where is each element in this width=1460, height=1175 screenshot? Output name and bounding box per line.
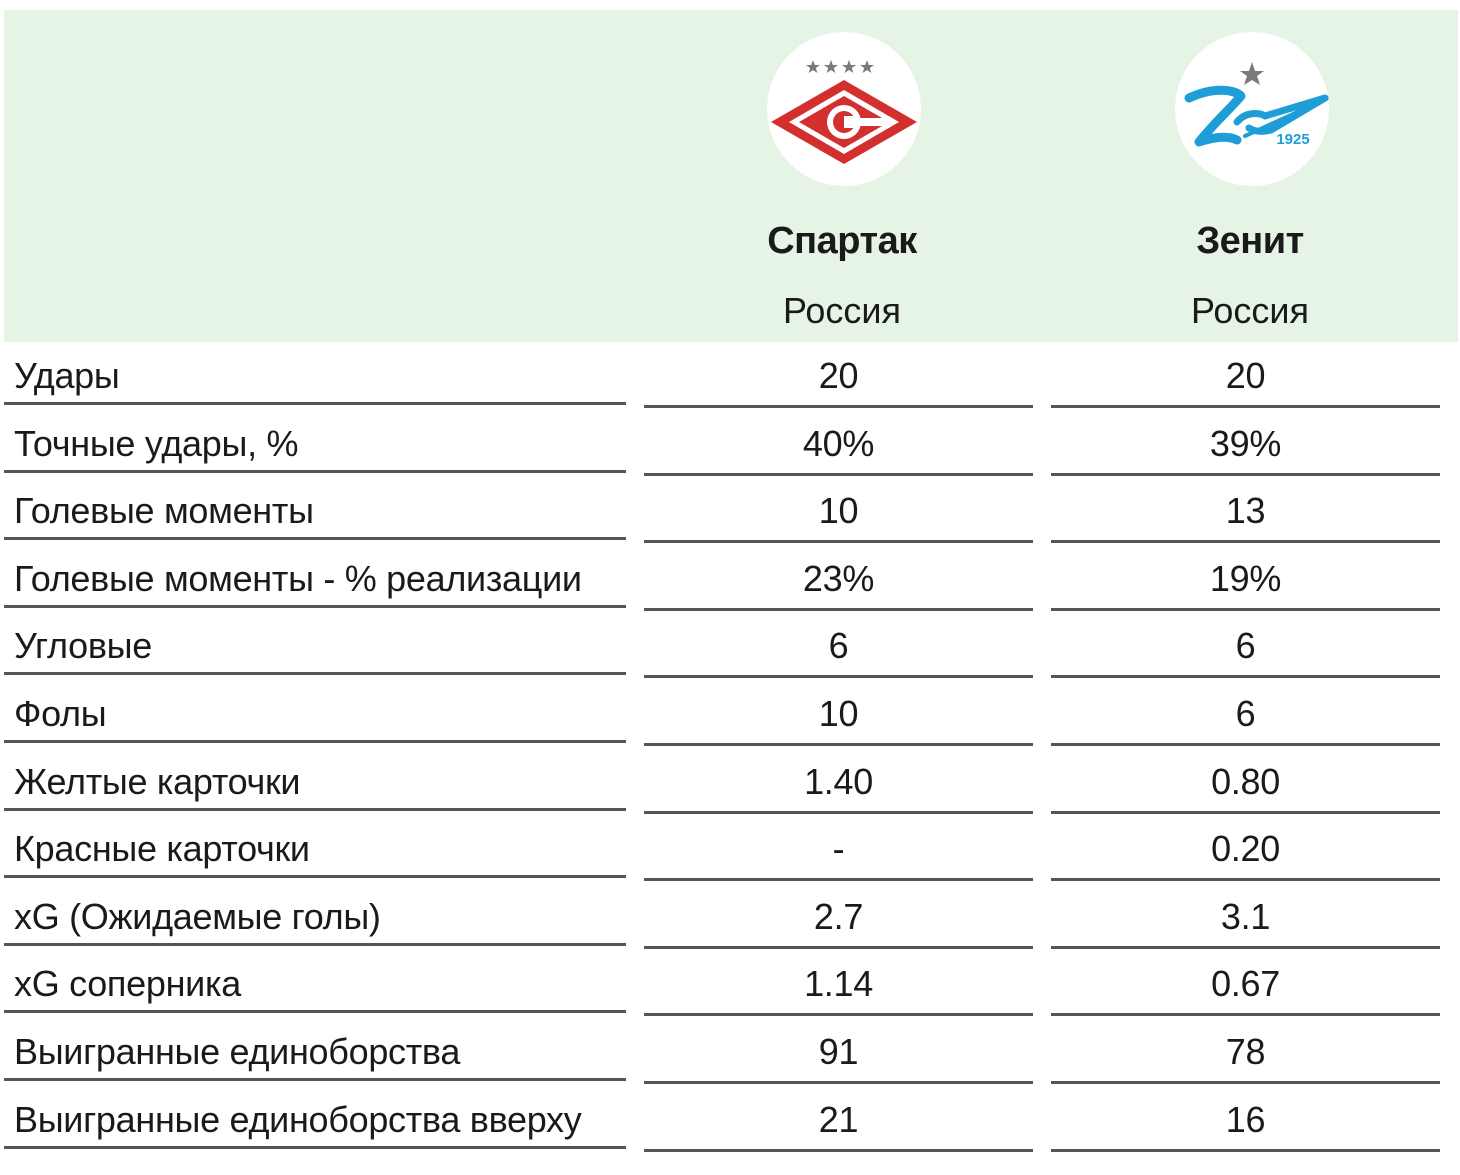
table-row xyxy=(0,950,1460,1018)
table-row xyxy=(0,410,1460,478)
away-stat-value: 19% xyxy=(1051,545,1440,611)
home-stat-value: 10 xyxy=(644,680,1033,746)
stat-label: xG (Ожидаемые голы) xyxy=(4,883,626,946)
stat-label: Удары xyxy=(4,342,626,405)
table-row xyxy=(0,342,1460,410)
table-row xyxy=(0,883,1460,951)
away-stat-value: 20 xyxy=(1051,342,1440,408)
away-stat-value: 6 xyxy=(1051,680,1440,746)
home-stat-value: 40% xyxy=(644,410,1033,476)
home-stat-value: 1.14 xyxy=(644,950,1033,1016)
table-row xyxy=(0,815,1460,883)
stats-table xyxy=(0,342,1460,1153)
spartak-logo xyxy=(767,32,921,186)
away-stat-value: 78 xyxy=(1051,1018,1440,1084)
away-stat-value: 39% xyxy=(1051,410,1440,476)
stat-label: Угловые xyxy=(4,612,626,675)
home-stat-value: 21 xyxy=(644,1086,1033,1152)
table-row xyxy=(0,477,1460,545)
spartak-logo-icon xyxy=(767,32,921,186)
home-stat-value: - xyxy=(644,815,1033,881)
star-icon xyxy=(1240,62,1264,85)
stat-label: Фолы xyxy=(4,680,626,743)
table-row xyxy=(0,1086,1460,1154)
away-stat-value: 13 xyxy=(1051,477,1440,543)
home-stat-value: 10 xyxy=(644,477,1033,543)
table-row xyxy=(0,680,1460,748)
home-team-name: Спартак xyxy=(767,220,917,262)
home-stat-value: 20 xyxy=(644,342,1033,408)
table-row xyxy=(0,545,1460,613)
stat-label: Точные удары, % xyxy=(4,410,626,473)
away-stat-value: 16 xyxy=(1051,1086,1440,1152)
away-stat-value: 0.67 xyxy=(1051,950,1440,1016)
table-row xyxy=(0,1018,1460,1086)
away-team-country: Россия xyxy=(1190,290,1310,331)
away-stat-value: 0.20 xyxy=(1051,815,1440,881)
stat-label: Красные карточки xyxy=(4,815,626,878)
zenit-logo-icon xyxy=(1175,32,1329,186)
away-stat-value: 0.80 xyxy=(1051,748,1440,814)
home-team-country: Россия xyxy=(782,290,902,331)
zenit-logo-year: 1925 xyxy=(1276,131,1310,148)
away-stat-value: 6 xyxy=(1051,612,1440,678)
team-column-home xyxy=(692,10,992,342)
stat-label: Голевые моменты xyxy=(4,477,626,540)
home-stat-value: 23% xyxy=(644,545,1033,611)
stat-label: Выигранные единоборства xyxy=(4,1018,626,1081)
stat-label: xG соперника xyxy=(4,950,626,1013)
away-stat-value: 3.1 xyxy=(1051,883,1440,949)
away-team-name: Зенит xyxy=(1196,220,1304,262)
stat-label: Желтые карточки xyxy=(4,748,626,811)
home-stat-value: 1.40 xyxy=(644,748,1033,814)
stat-label: Выигранные единоборства вверху xyxy=(4,1086,626,1149)
team-column-away xyxy=(1100,10,1400,342)
four-stars-icon xyxy=(806,60,874,73)
table-row xyxy=(0,748,1460,816)
stat-label: Голевые моменты - % реализации xyxy=(4,545,626,608)
table-row xyxy=(0,612,1460,680)
home-stat-value: 2.7 xyxy=(644,883,1033,949)
zenit-logo xyxy=(1175,32,1329,186)
teams-header xyxy=(4,10,1458,342)
home-stat-value: 6 xyxy=(644,612,1033,678)
home-stat-value: 91 xyxy=(644,1018,1033,1084)
